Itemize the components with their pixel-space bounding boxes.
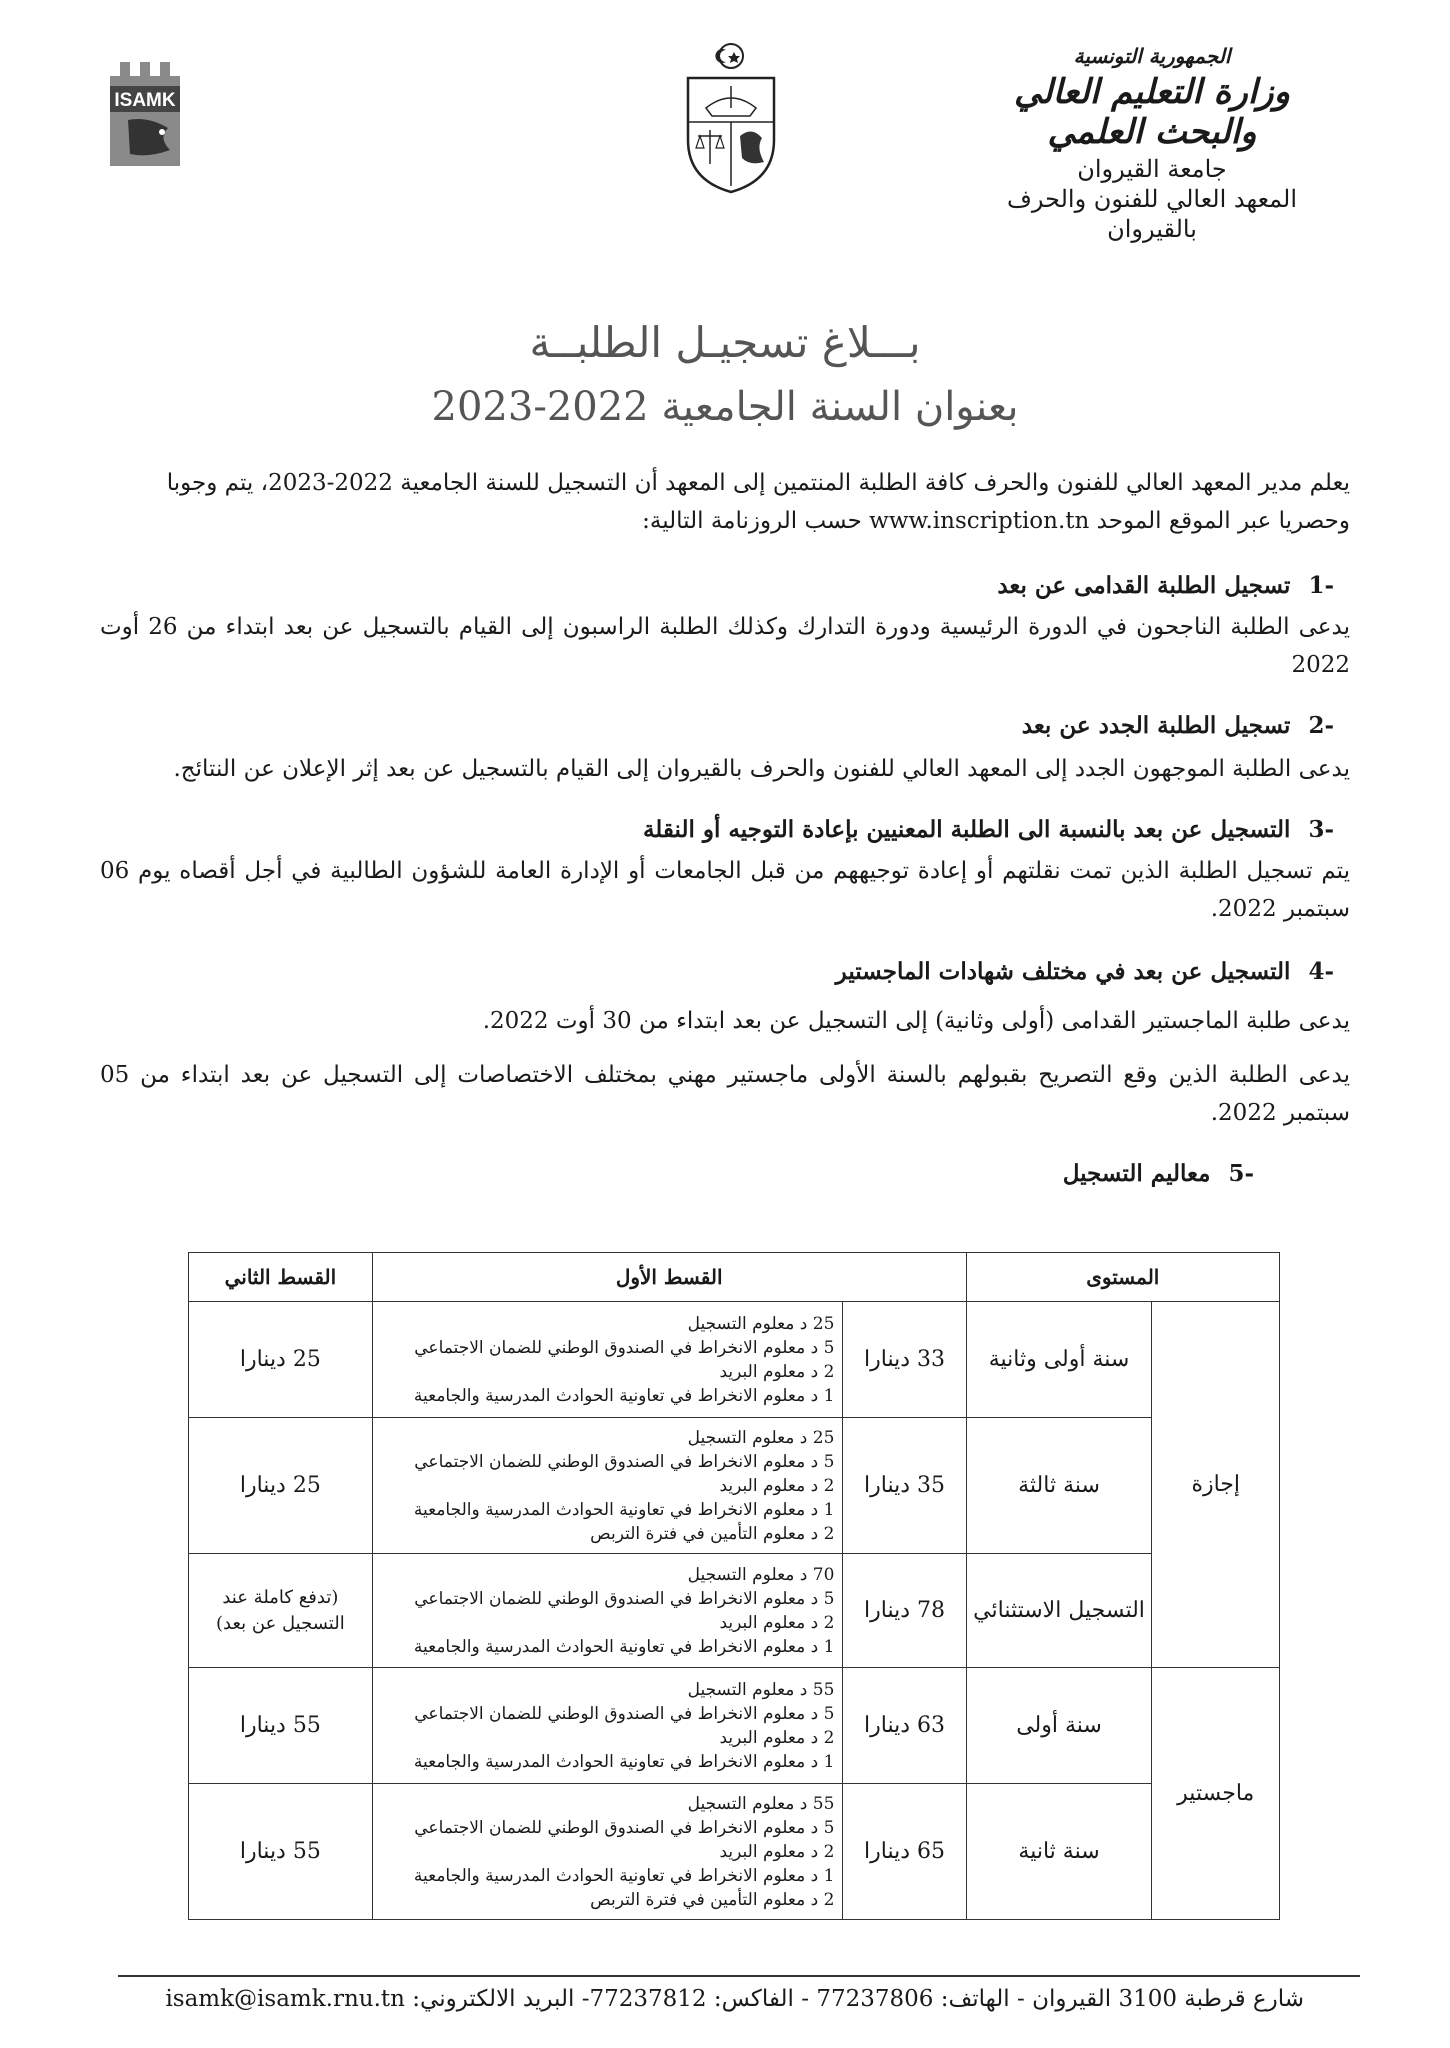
detail-line: 25 د معلوم التسجيل <box>687 1313 835 1334</box>
section-3-heading <box>643 816 1334 843</box>
ministry-header <box>972 44 1332 244</box>
institute-city: بالقيروان <box>1107 215 1197 243</box>
detail-line: 55 د معلوم التسجيل <box>687 1679 835 1700</box>
inscription-link[interactable]: www.inscription.tn <box>869 508 1090 534</box>
section-4-text-2: يدعى الطلبة الذين وقع التصريح بقبولهم بالسنة الأولى ماجستير مهني بمختلف الاختصاصات إلى التسجيل عن بعد ابتداء من 05 سبتمبر 2022. <box>100 1062 1350 1126</box>
row-level: التسجيل الاستثنائي <box>966 1554 1152 1668</box>
ministry-name: وزارة التعليم العالي <box>1013 72 1291 112</box>
detail-line: 5 د معلوم الانخراط في الصندوق الوطني للضمان الاجتماعي <box>414 1588 835 1609</box>
row-second-installment: 25 دينارا <box>189 1418 373 1554</box>
row-details <box>372 1418 843 1554</box>
intro-line-1: يعلم مدير المعهد العالي للفنون والحرف كافة الطلبة المنتمين إلى المعهد أن التسجيل للسنة الجامعية 2022-2023، يتم وجوبا <box>166 470 1350 496</box>
fees-table <box>188 1252 1280 1920</box>
section-3-title: التسجيل عن بعد بالنسبة الى الطلبة المعنيين بإعادة التوجيه أو النقلة <box>642 816 1291 843</box>
detail-line: 1 د معلوم الانخراط في تعاونية الحوادث المدرسية والجامعية <box>413 1499 835 1520</box>
section-2-heading <box>1022 712 1334 739</box>
detail-line: 2 د معلوم البريد <box>719 1361 835 1382</box>
detail-line: 1 د معلوم الانخراط في تعاونية الحوادث المدرسية والجامعية <box>413 1865 835 1886</box>
detail-line: 1 د معلوم الانخراط في تعاونية الحوادث المدرسية والجامعية <box>413 1385 835 1406</box>
section-3-number: -3 <box>1308 816 1334 843</box>
section-4-title: التسجيل عن بعد في مختلف شهادات الماجستير <box>835 958 1291 985</box>
group-licence: إجازة <box>1152 1302 1280 1668</box>
section-4-text-1: يدعى طلبة الماجستير القدامى (أولى وثانية) إلى التسجيل عن بعد ابتداء من 30 أوت 2022. <box>482 1008 1350 1034</box>
detail-line: 1 د معلوم الانخراط في تعاونية الحوادث المدرسية والجامعية <box>413 1636 835 1657</box>
row-level: سنة ثالثة <box>966 1418 1152 1554</box>
section-1-heading <box>997 572 1334 599</box>
row-details <box>372 1668 843 1784</box>
table-row <box>189 1668 1280 1784</box>
table-row <box>189 1784 1280 1920</box>
row-level: سنة أولى وثانية <box>966 1302 1152 1418</box>
header-second-installment: القسط الثاني <box>189 1253 373 1302</box>
row-amount: 35 دينارا <box>843 1418 966 1554</box>
section-2-text: يدعى الطلبة الموجهون الجدد إلى المعهد العالي للفنون والحرف بالقيروان إلى القيام بالتسجيل عن بعد إثر الإعلان عن النتائج. <box>173 756 1350 782</box>
row-amount: 65 دينارا <box>843 1784 966 1920</box>
intro-line-2 <box>100 502 1350 540</box>
detail-line: 5 د معلوم الانخراط في الصندوق الوطني للضمان الاجتماعي <box>414 1703 835 1724</box>
row-amount: 63 دينارا <box>843 1668 966 1784</box>
detail-line: 25 د معلوم التسجيل <box>687 1427 835 1448</box>
section-4-heading <box>836 958 1334 985</box>
university-name: جامعة القيروان <box>1077 155 1227 183</box>
logo-text: ISAMK <box>114 90 176 111</box>
intro-paragraph <box>100 464 1350 540</box>
detail-line: 5 د معلوم الانخراط في الصندوق الوطني للضمان الاجتماعي <box>414 1451 835 1472</box>
detail-line: 2 د معلوم التأمين في فترة التربص <box>590 1523 835 1544</box>
row-details <box>372 1554 843 1668</box>
page-title: بـــلاغ تسجيـل الطلبــة <box>529 318 921 367</box>
header-first-installment: القسط الأول <box>372 1253 966 1302</box>
detail-line: 2 د معلوم البريد <box>719 1727 835 1748</box>
detail-line: 5 د معلوم الانخراط في الصندوق الوطني للضمان الاجتماعي <box>414 1337 835 1358</box>
row-second-installment: 55 دينارا <box>189 1784 373 1920</box>
section-1-number: -1 <box>1308 572 1334 599</box>
page-subtitle: بعنوان السنة الجامعية 2022-2023 <box>431 384 1019 430</box>
intro-line-2-pre: وحصريا عبر الموقع الموحد <box>1096 508 1350 534</box>
section-2-number: -2 <box>1308 712 1334 739</box>
section-5-title: معاليم التسجيل <box>1062 1160 1211 1187</box>
row-second-installment: 55 دينارا <box>189 1668 373 1784</box>
republic-name: الجمهورية التونسية <box>1073 44 1231 68</box>
detail-line: 5 د معلوم الانخراط في الصندوق الوطني للضمان الاجتماعي <box>414 1817 835 1838</box>
row-amount: 78 دينارا <box>843 1554 966 1668</box>
detail-line: 1 د معلوم الانخراط في تعاونية الحوادث المدرسية والجامعية <box>413 1751 835 1772</box>
isamk-logo <box>108 58 182 168</box>
row-level: سنة أولى <box>966 1668 1152 1784</box>
section-5-heading <box>1063 1160 1254 1187</box>
detail-line: 70 د معلوم التسجيل <box>687 1564 835 1585</box>
row-second-installment: 25 دينارا <box>189 1302 373 1418</box>
footer-divider <box>118 1975 1360 1977</box>
detail-line: 2 د معلوم البريد <box>719 1841 835 1862</box>
table-row <box>189 1554 1280 1668</box>
section-5-number: -5 <box>1228 1160 1254 1187</box>
row-level: سنة ثانية <box>966 1784 1152 1920</box>
row-details <box>372 1302 843 1418</box>
detail-line: 2 د معلوم البريد <box>719 1612 835 1633</box>
row-amount: 33 دينارا <box>843 1302 966 1418</box>
detail-line: 2 د معلوم التأمين في فترة التربص <box>590 1889 835 1910</box>
section-2-title: تسجيل الطلبة الجدد عن بعد <box>1021 712 1291 739</box>
section-4-number: -4 <box>1308 958 1334 985</box>
table-header-row <box>189 1253 1280 1302</box>
ministry-name-2: والبحث العلمي <box>1047 112 1257 152</box>
table-row <box>189 1418 1280 1554</box>
row-details <box>372 1784 843 1920</box>
footer-contact: شارع قرطبة 3100 القيروان - الهاتف: 77237806 - الفاكس: 77237812- البريد الالكتروني: isamk@isamk.rnu.tn <box>165 1986 1304 2012</box>
group-master: ماجستير <box>1152 1668 1280 1920</box>
tunisia-emblem <box>676 40 786 196</box>
section-1-title: تسجيل الطلبة القدامى عن بعد <box>997 572 1291 599</box>
detail-line: 2 د معلوم البريد <box>719 1475 835 1496</box>
intro-line-2-post: حسب الروزنامة التالية: <box>642 508 862 534</box>
row-second-installment-note: (تدفع كاملة عند التسجيل عن بعد) <box>189 1554 373 1668</box>
section-1-text: يدعى الطلبة الناجحون في الدورة الرئيسية ودورة التدارك وكذلك الطلبة الراسبون إلى القيام بالتسجيل عن بعد ابتداء من 26 أوت 2022 <box>100 614 1351 678</box>
header-level: المستوى <box>966 1253 1279 1302</box>
institute-name: المعهد العالي للفنون والحرف <box>1006 185 1297 213</box>
table-row <box>189 1302 1280 1418</box>
detail-line: 55 د معلوم التسجيل <box>687 1793 835 1814</box>
section-3-text: يتم تسجيل الطلبة الذين تمت نقلتهم أو إعادة توجيههم من قبل الجامعات أو الإدارة العامة للشؤون الطالبية في أجل أقصاه يوم 06 سبتمبر 2022. <box>100 858 1350 922</box>
